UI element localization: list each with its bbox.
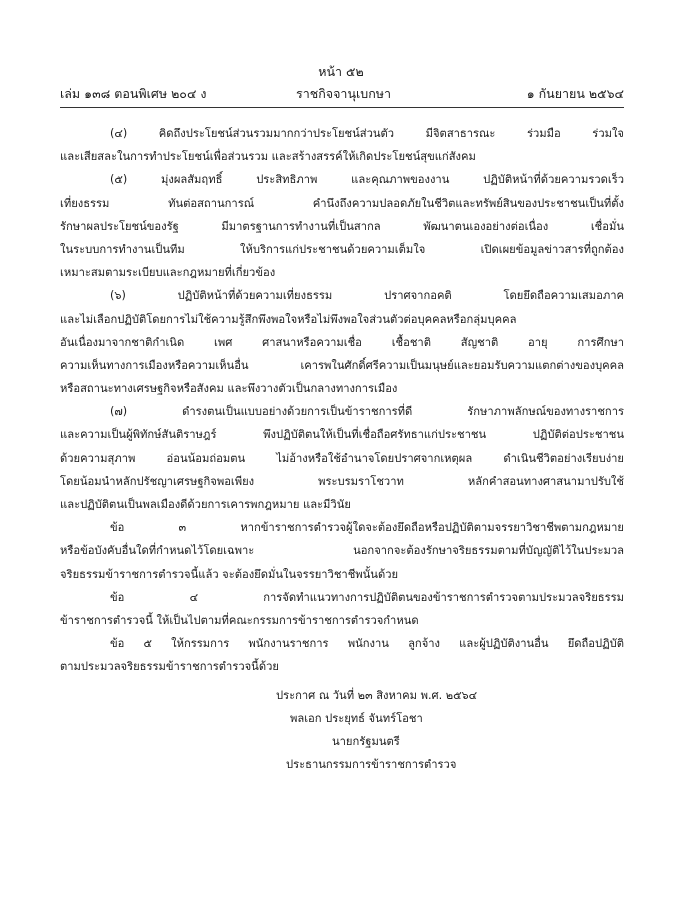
publication-date: ๑ กันยายน ๒๕๖๔ — [526, 86, 624, 101]
signatory-role: ประธานกรรมการข้าราชการตำรวจ — [286, 758, 457, 771]
body-line: รักษาผลประโยชน์ของรัฐ มีมาตรฐานการทำงานที่เป็นสากล พัฒนาตนเองอย่างต่อเนื่อง เชื่อมั่น — [60, 219, 624, 233]
body-line: ตามประมวลจริยธรรมข้าราชการตำรวจนี้ด้วย — [60, 660, 279, 674]
signatory-title: นายกรัฐมนตรี — [332, 735, 400, 748]
body-line: จริยธรรมข้าราชการตำรวจนี้แล้ว จะต้องยึดมั่นในจรรยาวิชาชีพนั้นด้วย — [60, 567, 399, 581]
signatory-name: พลเอก ประยุทธ์ จันทร์โอชา — [290, 712, 423, 725]
body-line: (๗) ดำรงตนเป็นแบบอย่างด้วยการเป็นข้าราชการที่ดี รักษาภาพลักษณ์ของทางราชการ — [110, 405, 624, 419]
gazette-header — [60, 84, 624, 104]
body-line: ข้อ ๔ การจัดทำแนวทางการปฏิบัติตนของข้าราชการตำรวจตามประมวลจริยธรรม — [110, 590, 624, 604]
body-line: (๖) ปฏิบัติหน้าที่ด้วยความเที่ยงธรรม ปราศจากอคติ โดยยึดถือความเสมอภาค — [110, 289, 624, 303]
body-line: ข้อ ๓ หากข้าราชการตำรวจผู้ใดจะต้องยึดถือหรือปฏิบัติตามจรรยาวิชาชีพตามกฎหมาย — [110, 521, 624, 535]
body-line: ข้อ ๕ ให้กรรมการ พนักงานราชการ พนักงาน ลูกจ้าง และผู้ปฏิบัติงานอื่น ยึดถือปฏิบัติ — [110, 637, 624, 651]
body-line: หรือข้อบังคับอื่นใดที่กำหนดไว้โดยเฉพาะ นอกจากจะต้องรักษาจริยธรรมตามที่บัญญัติไว้ในประมวล — [60, 544, 624, 558]
body-line: ความเห็นทางการเมืองหรือความเห็นอื่น เคารพในศักดิ์ศรีความเป็นมนุษย์และยอมรับความแตกต่างของบุคคล — [60, 358, 624, 372]
body-line: โดยน้อมนำหลักปรัชญาเศรษฐกิจพอเพียง พระบรมราโชวาท หลักคำสอนทางศาสนามาปรับใช้ — [60, 474, 624, 488]
header-divider — [60, 107, 624, 108]
body-line: เหมาะสมตามระเบียบและกฎหมายที่เกี่ยวข้อง — [60, 266, 276, 280]
body-line: ด้วยความสุภาพ อ่อนน้อมถ่อมตน ไม่อ้างหรือใช้อำนาจโดยปราศจากเหตุผล ดำเนินชีวิตอย่างเรียบง่าย — [60, 451, 624, 465]
body-line: (๕) มุ่งผลสัมฤทธิ์ ประสิทธิภาพ และคุณภาพของงาน ปฏิบัติหน้าที่ด้วยความรวดเร็ว — [110, 173, 624, 187]
page-number: หน้า ๕๒ — [318, 64, 364, 79]
body-line: อันเนื่องมาจากชาติกำเนิด เพศ ศาสนาหรือความเชื่อ เชื้อชาติ สัญชาติ อายุ การศึกษา — [60, 335, 624, 349]
body-line: (๔) คิดถึงประโยชน์ส่วนรวมมากกว่าประโยชน์ส่วนตัว มีจิตสาธารณะ ร่วมมือ ร่วมใจ — [110, 127, 624, 140]
body-line: และไม่เลือกปฏิบัติโดยการไม่ใช้ความรู้สึกพึงพอใจหรือไม่พึงพอใจส่วนตัวต่อบุคคลหรือกลุ่มบุคคล — [60, 312, 517, 326]
volume-issue: เล่ม ๑๓๘ ตอนพิเศษ ๒๐๔ ง — [60, 86, 207, 101]
body-line: หรือสถานะทางเศรษฐกิจหรือสังคม และพึงวางตัวเป็นกลางทางการเมือง — [60, 382, 398, 396]
announcement-date: ประกาศ ณ วันที่ ๒๓ สิงหาคม พ.ศ. ๒๕๖๔ — [276, 689, 478, 702]
gazette-title: ราชกิจจานุเบกษา — [296, 86, 392, 101]
body-line: ในระบบการทำงานเป็นทีม ให้บริการแก่ประชาชนด้วยความเต็มใจ เปิดเผยข้อมูลข่าวสารที่ถูกต้อง — [60, 242, 624, 256]
body-line: ข้าราชการตำรวจนี้ ให้เป็นไปตามที่คณะกรรมการข้าราชการตำรวจกำหนด — [60, 613, 419, 627]
body-line: และเสียสละในการทำประโยชน์เพื่อส่วนรวม และสร้างสรรค์ให้เกิดประโยชน์สุขแก่สังคม — [60, 150, 476, 164]
signature-block — [276, 684, 477, 776]
body-line: เที่ยงธรรม ทันต่อสถานการณ์ คำนึงถึงความปลอดภัยในชีวิตและทรัพย์สินของประชาชนเป็นที่ตั้ง — [60, 196, 624, 210]
body-line: และปฏิบัติตนเป็นพลเมืองดีด้วยการเคารพกฎหมาย และมีวินัย — [60, 498, 351, 511]
body-line: และความเป็นผู้พิทักษ์สันติราษฎร์ พึงปฏิบัติตนให้เป็นที่เชื่อถือศรัทธาแก่ประชาชน ปฏิบัติต่อประชาชน — [60, 428, 624, 442]
document-body — [60, 122, 624, 679]
